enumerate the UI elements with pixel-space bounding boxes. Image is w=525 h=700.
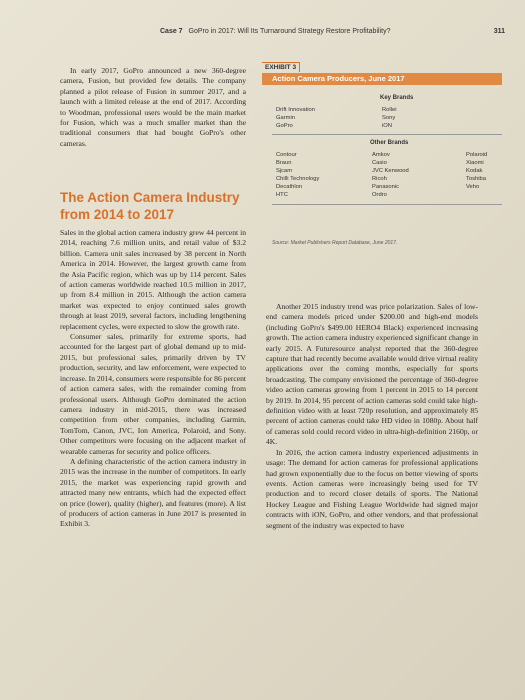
brand-name: Xiaomi	[466, 160, 484, 166]
brand-name: Sjcam	[276, 168, 293, 174]
brand-name: Sony	[382, 115, 396, 121]
brand-name: Kodak	[466, 168, 483, 174]
key-brands-title: Key Brands	[380, 95, 414, 101]
brand-name: Braun	[276, 160, 292, 166]
key-brands-col-1	[276, 106, 315, 130]
other-brands-title: Other Brands	[370, 140, 409, 146]
section-paragraph-1: Sales in the global action camera industry grew 44 percent in 2014, reaching 7.6 million units, and retail value of $3.2 billion. Camera unit sales increased by 38 percent in North America in 2014. However, the largest growth came from the Asia Pacific region, which was up by 114 percent. Sales of action cameras worldwide reached 10.5 million in 2017, up from 8.4 million in 2015. Although the action camera market was expected to enjoy continued sales growth through at least 2019, several factors, including lengthening replacement cycles, were expected to slow the growth rate.	[60, 228, 246, 331]
brand-name: Polaroid	[466, 152, 488, 158]
brand-name: GoPro	[276, 123, 293, 129]
brand-name: iON	[382, 123, 392, 129]
other-brands-col-3	[466, 151, 487, 191]
brand-name: Amkov	[372, 152, 390, 158]
brand-name: Rollei	[382, 107, 397, 113]
brand-name: Contour	[276, 152, 297, 158]
brand-name: Veho	[466, 184, 480, 190]
brand-name: Casio	[372, 160, 387, 166]
right-paragraph-2: In 2016, the action camera industry experienced adjustments in usage: The demand for action cameras for professional applications had grown exponentially due to the focus on better viewing of sports events. Action cameras were increasingly being used for TV production and to record closer details of sports. The National Hockey League and Fishing League Worldwide had signed major contracts with iON, GoPro, and other vendors, and that professional segment of the industry was expected to have	[266, 447, 478, 530]
exhibit-title: Action Camera Producers, June 2017	[262, 73, 502, 85]
other-brands-col-1	[276, 151, 319, 199]
brand-name: HTC	[276, 192, 288, 198]
case-label: Case 7	[160, 28, 183, 35]
key-brands-col-2	[382, 106, 397, 130]
table-divider	[272, 134, 502, 135]
page-number: 311	[493, 28, 505, 35]
right-column	[266, 302, 478, 531]
brand-name: Garmin	[276, 115, 296, 121]
exhibit-3	[262, 62, 510, 252]
brand-name: Ricoh	[372, 176, 387, 182]
brand-name: Panasonic	[372, 184, 400, 190]
brand-name: Decathlon	[276, 184, 303, 190]
table-bottom-rule	[272, 204, 502, 205]
section-paragraph-3: A defining characteristic of the action camera industry in 2015 was the increase in the number of competitors. In early 2015, the market was experiencing rapid growth and attracted many new entrants, which had the expected effect on price (lower), quality (higher), and features (more). A list of producers of action cameras in June 2017 is presented in Exhibit 3.	[60, 456, 246, 529]
brand-name: JVC Kenwood	[372, 168, 409, 174]
brand-name: Chilli Technology	[276, 176, 320, 182]
header-title: GoPro in 2017: Will Its Turnaround Strategy Restore Profitability?	[188, 28, 391, 35]
other-brands-col-2	[372, 151, 409, 199]
running-header	[160, 28, 505, 35]
section-body	[60, 228, 246, 530]
section-paragraph-2: Consumer sales, primarily for extreme sports, had accounted for the largest part of global demand up to mid-2015, but professional sales, primarily driven by TV production, security, and law enforcement, were expected to increase. In 2014, consumers were responsible for 86 percent of action camera sales, with the remainder coming from professional users. Although GoPro dominated the action camera industry in mid-2015, there was increased competition from other companies, including Garmin, TomTom, Canon, JVC, Ion America, Polaroid, and Sony. Other competitors were focusing on the adjacent market of wearable cameras for security and police officers.	[60, 332, 246, 456]
brand-name: Toshiba	[466, 176, 486, 182]
intro-paragraph: In early 2017, GoPro announced a new 360-degree camera, Fusion, but provided few details. The company planned a pilot release of Fusion in summer 2017, and a launch with a limited release at the end of 2017. According to Woodman, professional users would be the main market for Fusion, which was a much smaller market than the traditional consumers that had bought GoPro's other cameras.	[60, 66, 246, 148]
section-title: The Action Camera Industry from 2014 to 2017	[60, 190, 240, 222]
exhibit-label: EXHIBIT 3	[262, 62, 300, 72]
intro-column	[60, 66, 246, 149]
brand-name: Ordro	[372, 192, 387, 198]
right-paragraph-1: Another 2015 industry trend was price polarization. Sales of low-end camera models priced under $200.00 and high-end models (including GoPro's $499.00 HERO4 Black) experienced increasing growth. The action camera industry experienced significant change in early 2015. A Futuresource analyst reported that the 360-degree capture that had recently become available would drive virtual reality applications over the coming months, especially for sports broadcasting. The company envisioned the percentage of 360-degree video action cameras growing from 1 percent in 2015 to 14 percent by 2019. In 2014, 95 percent of action cameras sold could take high-definition video with at least 720p resolution, and approximately 85 percent of action cameras could take HD video in 1080p. About half of cameras sold could record video in ultra-high-definition 2160p, or 4K.	[266, 302, 478, 447]
exhibit-source: Source: Market Publishers Report Database, June 2017.	[272, 240, 398, 246]
brand-name: Drift Innovation	[276, 107, 315, 113]
